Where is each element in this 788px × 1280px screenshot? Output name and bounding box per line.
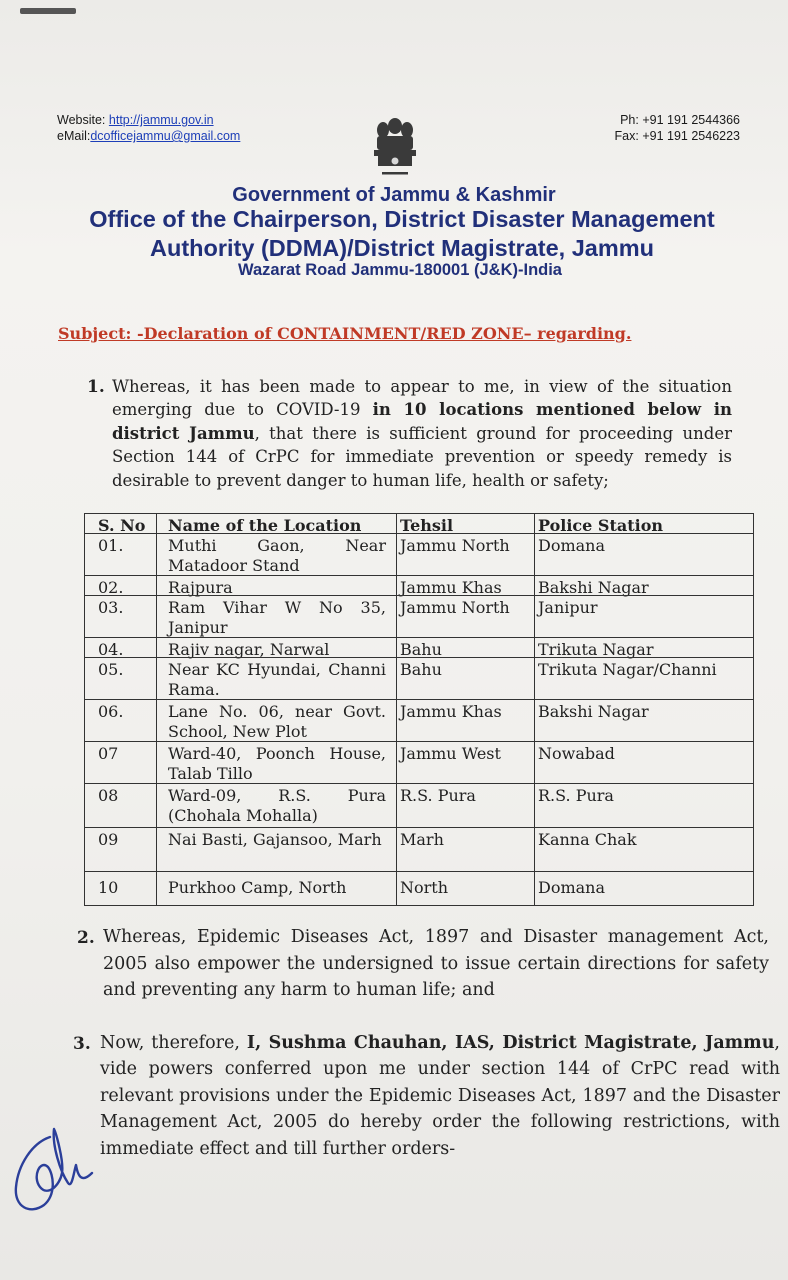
row-police-station: R.S. Pura	[538, 786, 614, 805]
signature-mark	[10, 1125, 100, 1220]
row-location: Rajpura	[168, 578, 233, 597]
office-title-line1: Office of the Chairperson, District Disaster Management	[89, 206, 715, 232]
row-location: Muthi Gaon, Near Matadoor Stand	[168, 536, 386, 575]
row-location: Near KC Hyundai, Channi Rama.	[168, 660, 386, 699]
row-tehsil: Jammu North	[400, 598, 510, 617]
office-title-line2: Authority (DDMA)/District Magistrate, Jammu	[150, 235, 654, 261]
locations-table	[84, 513, 754, 905]
paragraph-3	[100, 1030, 780, 1162]
row-sno: 03.	[98, 598, 124, 617]
table-header-row	[84, 513, 754, 534]
row-tehsil: Marh	[400, 830, 444, 849]
office-title	[8, 205, 788, 263]
row-sno: 06.	[98, 702, 124, 721]
para-number-3: 3.	[73, 1034, 91, 1054]
row-sno: 01.	[98, 536, 124, 555]
row-police-station: Trikuta Nagar	[538, 640, 654, 659]
table-row	[84, 871, 754, 906]
national-emblem-icon	[368, 114, 422, 182]
row-sno: 10	[98, 878, 119, 897]
email-label: eMail:	[57, 129, 91, 143]
row-police-station: Janipur	[538, 598, 598, 617]
p3-text-a: Now, therefore,	[100, 1033, 247, 1053]
row-sno: 02.	[98, 578, 124, 597]
table-row	[84, 533, 754, 576]
row-tehsil: North	[400, 878, 449, 897]
row-location: Rajiv nagar, Narwal	[168, 640, 330, 659]
row-sno: 08	[98, 786, 119, 805]
row-sno: 07	[98, 744, 119, 763]
row-police-station: Kanna Chak	[538, 830, 637, 849]
row-tehsil: Jammu Khas	[400, 578, 502, 597]
row-sno: 04.	[98, 640, 124, 659]
phone-number: Ph: +91 191 2544366	[620, 113, 740, 127]
table-row	[84, 827, 754, 872]
row-police-station: Nowabad	[538, 744, 615, 763]
subject-line: Subject: -Declaration of CONTAINMENT/RED ZONE– regarding.	[58, 324, 632, 343]
paragraph-2: Whereas, Epidemic Diseases Act, 1897 and Disaster management Act, 2005 also empower the undersigned to issue certain directions for safety and preventing any harm to human life; and	[103, 927, 769, 1000]
fax-number: Fax: +91 191 2546223	[614, 129, 740, 143]
row-location: Nai Basti, Gajansoo, Marh	[168, 830, 382, 849]
row-location: Ward-09, R.S. Pura (Chohala Mohalla)	[168, 786, 386, 825]
header-sno: S. No	[98, 516, 146, 535]
table-row	[84, 699, 754, 742]
table-row	[84, 741, 754, 784]
para-number-1: 1.	[87, 377, 105, 397]
row-police-station: Trikuta Nagar/Channi	[538, 660, 717, 679]
table-row	[84, 637, 754, 658]
para-number-2: 2.	[77, 928, 95, 948]
row-police-station: Bakshi Nagar	[538, 578, 649, 597]
row-sno: 05.	[98, 660, 124, 679]
website-link[interactable]: http://jammu.gov.in	[108, 113, 214, 127]
row-tehsil: Jammu North	[400, 536, 510, 555]
p3-text-bold: I, Sushma Chauhan, IAS, District Magistrate, Jammu	[246, 1033, 775, 1053]
row-police-station: Domana	[538, 878, 606, 897]
p3-text-c: , vide powers conferred upon me under section 144 of CrPC read with relevant provisions under the Epidemic Diseases Act, 1897 and the Disaster Management Act, 2005 do hereby order the following restrictions, with immediate effect and till further orders-	[100, 1033, 780, 1159]
row-tehsil: Jammu West	[400, 744, 501, 763]
office-address: Wazarat Road Jammu-180001 (J&K)-India	[238, 261, 562, 279]
row-location: Purkhoo Camp, North	[168, 878, 347, 897]
email-link[interactable]: dcofficejammu@gmail.com	[90, 129, 241, 143]
p1-text-c: , that there is sufficient ground for proceeding under Section 144 of CrPC for immediate prevention or speedy remedy is desirable to prevent danger to human life, health or safety;	[112, 423, 732, 490]
row-tehsil: Bahu	[400, 640, 442, 659]
p1-text-bold: in 10 locations mentioned below in district Jammu	[112, 400, 732, 443]
government-title: Government of Jammu & Kashmir	[232, 184, 556, 206]
header-location: Name of the Location	[168, 516, 362, 535]
table-row	[84, 657, 754, 700]
row-location: Ward-40, Poonch House, Talab Tillo	[168, 744, 386, 783]
header-police-station: Police Station	[538, 516, 664, 535]
table-row	[84, 595, 754, 638]
contact-right	[615, 112, 740, 144]
row-police-station: Bakshi Nagar	[538, 702, 649, 721]
contact-left	[57, 112, 240, 144]
row-tehsil: Jammu Khas	[400, 702, 502, 721]
table-row	[84, 783, 754, 828]
row-tehsil: Bahu	[400, 660, 442, 679]
paragraph-1	[112, 375, 732, 492]
table-row	[84, 575, 754, 596]
row-location: Ram Vihar W No 35, Janipur	[168, 598, 386, 637]
row-tehsil: R.S. Pura	[400, 786, 476, 805]
p1-text-a: Whereas, it has been made to appear to me, in view of the situation emerging due to COVID-19	[112, 377, 732, 420]
website-label: Website:	[57, 113, 106, 127]
header-tehsil: Tehsil	[400, 516, 454, 535]
row-police-station: Domana	[538, 536, 606, 555]
binder-clip	[20, 8, 76, 14]
row-location: Lane No. 06, near Govt. School, New Plot	[168, 702, 386, 741]
row-sno: 09	[98, 830, 119, 849]
